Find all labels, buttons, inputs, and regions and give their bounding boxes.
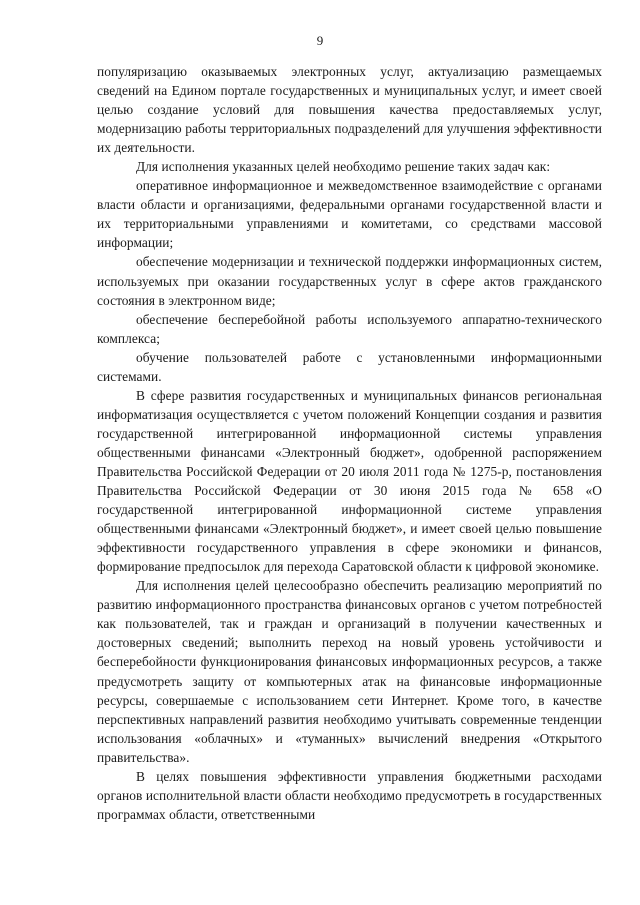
paragraph: популяризацию оказываемых электронных услуг, актуализацию размещаемых сведений на Едином портале государственных и муниципальных услуг, и имеет своей целью создание условий для повышения качества предоставляемых услуг, модернизацию работы территориальных подразделений для улучшения эффективности их деятельности. [97, 64, 602, 156]
paragraph: обеспечение бесперебойной работы используемого аппаратно-технического комплекса; [97, 311, 602, 346]
paragraph: В сфере развития государственных и муниципальных финансов региональная информатизация осуществляется с учетом положений Концепции создания и развития государственной интегрированной информационной системы управления общественными финансами «Электронный бюджет», одобренной распоряжением Правительства Российской Федерации от 20 июля 2011 года № 1275-р, постановления Правительства Российской Федерации от 30 июня 2015 года № 658 «О государственной интегрированной информационной системе управления общественными финансами «Электронный бюджет», и имеет своей целью повышение эффективности государственного управления в сфере экономики и финансов, формирование предпосылок для перехода Саратовской области к цифровой экономике. [97, 387, 602, 575]
paragraph: Для исполнения указанных целей необходимо решение таких задач как: [136, 159, 551, 175]
document-body [97, 62, 602, 824]
paragraph: оперативное информационное и межведомственное взаимодействие с органами власти области и организациями, федеральными органами государственной власти и их территориальными управлениями и комитетами, со средствами массовой информации; [97, 178, 602, 251]
paragraph: Для исполнения целей целесообразно обеспечить реализацию мероприятий по развитию информационного пространства финансовых органов с учетом потребностей как пользователей, так и граждан и организаций в получении качественных и достоверных сведений; выполнить переход на новый уровень устойчивости и бесперебойности функционирования финансовых информационных ресурсов, а также предусмотреть защиту от компьютерных атак на финансовые информационные ресурсы, совершаемые с использованием сети Интернет. Кроме того, в качестве перспективных направлений развития необходимо учитывать современные тенденции использования «облачных» и «туманных» вычислений внедрения «Открытого правительства». [97, 578, 602, 765]
page-number: 9 [316, 33, 324, 48]
paragraph: обучение пользователей работе с установленными информационными системами. [97, 349, 602, 384]
paragraph: В целях повышения эффективности управления бюджетными расходами органов исполнительной власти области необходимо предусмотреть в государственных программах области, ответственными [97, 768, 602, 822]
paragraph: обеспечение модернизации и технической поддержки информационных систем, используемых при оказании государственных услуг в сфере актов гражданского состояния в электронном виде; [97, 254, 602, 308]
